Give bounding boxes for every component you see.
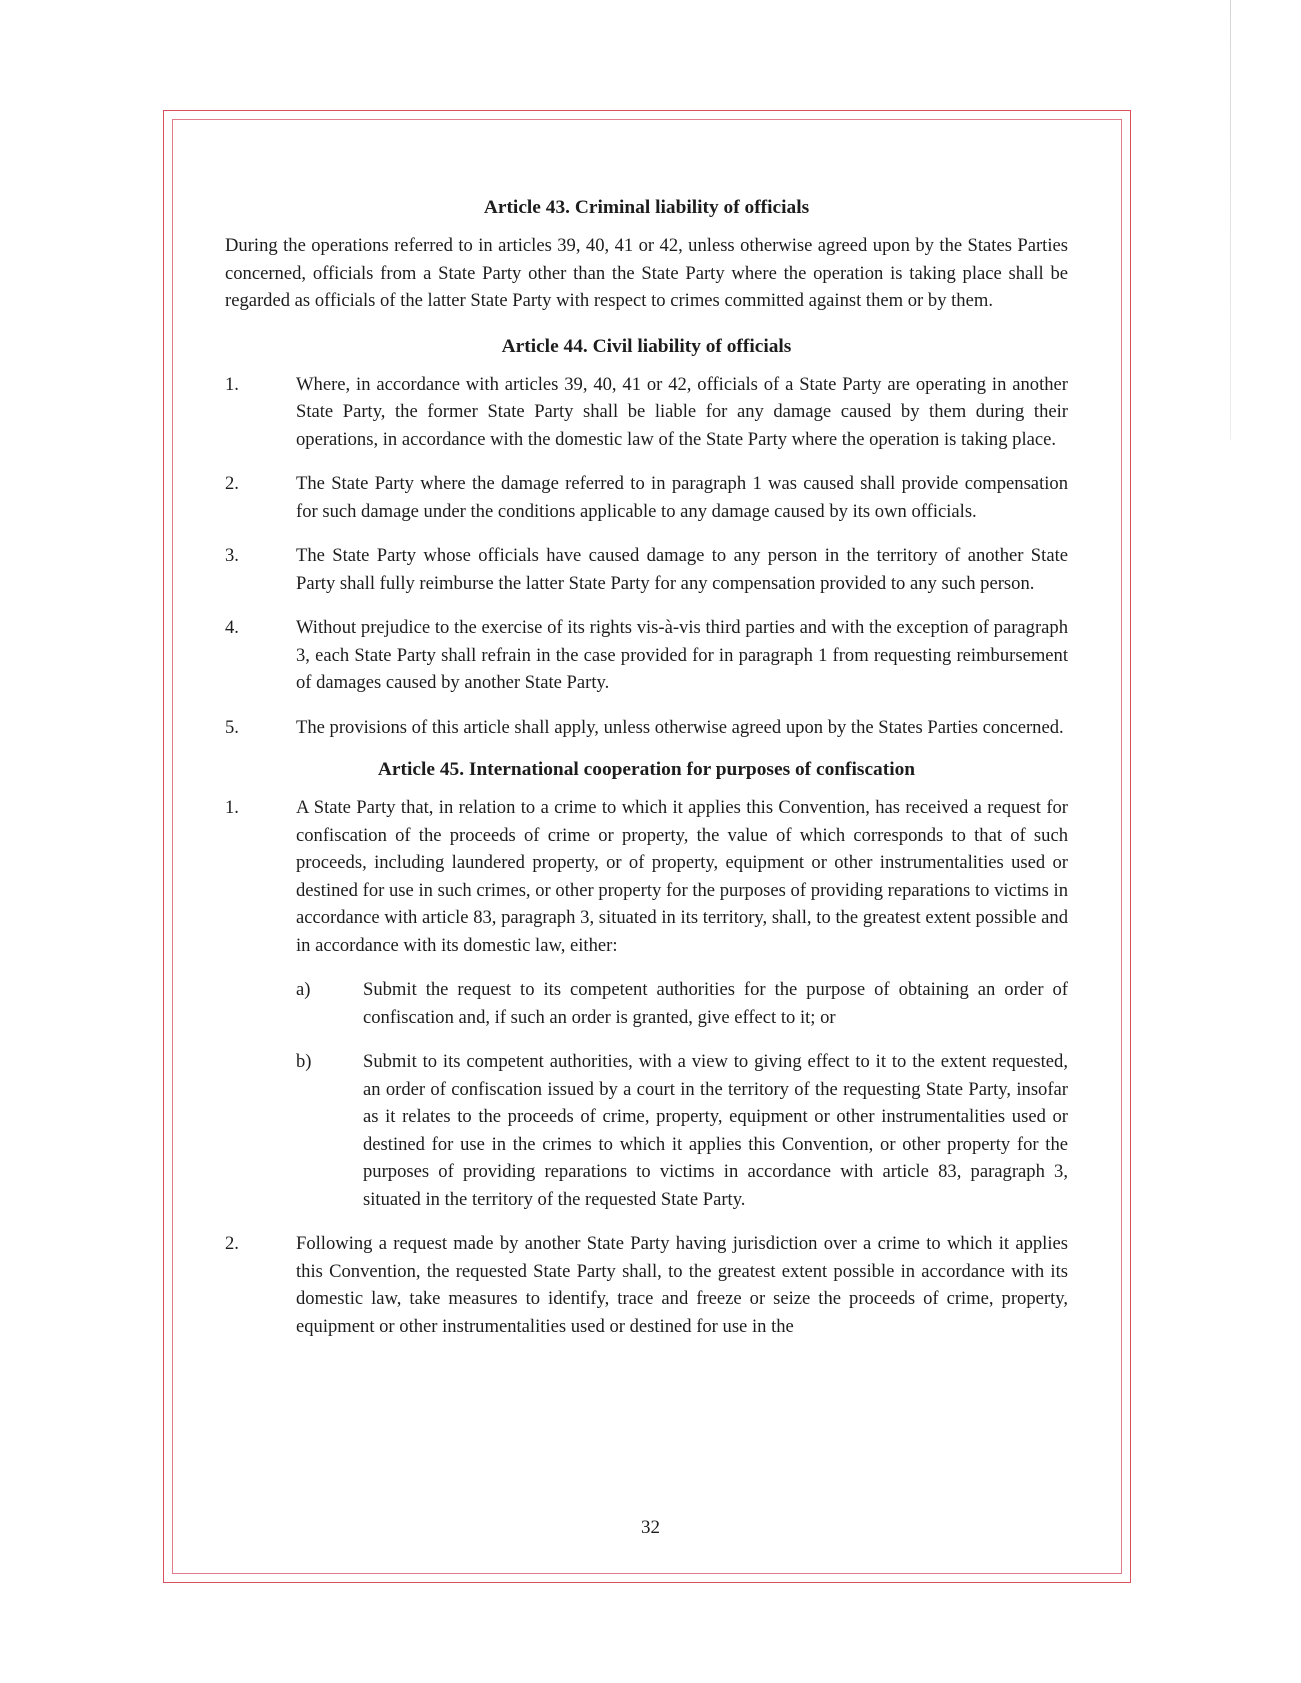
paragraph-number: 2. xyxy=(225,473,239,494)
article-44-paragraph-3 xyxy=(225,542,1068,597)
subparagraph-letter: b) xyxy=(296,1051,312,1072)
article-45-heading: Article 45. International cooperation for purposes of confiscation xyxy=(377,759,916,780)
paragraph-number: 3. xyxy=(225,545,239,566)
paragraph-number: 1. xyxy=(225,797,239,818)
paragraph-text: The State Party where the damage referred to in paragraph 1 was caused shall provide compensation for such damage under the conditions applicable to any damage caused by its own officials. xyxy=(296,473,1068,522)
article-44-paragraph-5 xyxy=(225,714,1068,742)
paragraph-text: The State Party whose officials have caused damage to any person in the territory of another State Party shall fully reimburse the latter State Party for any compensation provided to any such person. xyxy=(296,545,1068,594)
article-45 xyxy=(225,758,1068,1340)
article-45-paragraph-2 xyxy=(225,1230,1068,1340)
article-43 xyxy=(225,196,1068,315)
paragraph-text: Without prejudice to the exercise of its rights vis-à-vis third parties and with the exception of paragraph 3, each State Party shall refrain in the case provided for in paragraph 1 from requesting reimbursement of damages caused by another State Party. xyxy=(296,617,1068,693)
paragraph-text: Following a request made by another State Party having jurisdiction over a crime to which it applies this Convention, the requested State Party shall, to the greatest extent possible in accordance with its domestic law, take measures to identify, trace and freeze or seize the proceeds of crime, property, equipment or other instrumentalities used or destined for use in the xyxy=(296,1233,1068,1337)
paragraph-number: 5. xyxy=(225,716,239,738)
paragraph-number: 2. xyxy=(225,1233,239,1254)
article-44 xyxy=(225,335,1068,742)
paragraph-text: Where, in accordance with articles 39, 40, 41 or 42, officials of a State Party are operating in another State Party, the former State Party shall be liable for any damage caused by them during their operations, in accordance with the domestic law of the State Party where the operation is taking place. xyxy=(296,373,1068,450)
article-45-paragraph-1 xyxy=(225,794,1068,959)
subparagraph-letter: a) xyxy=(296,979,311,1000)
document-body xyxy=(225,196,1068,1357)
subparagraph-text: Submit the request to its competent authorities for the purpose of obtaining an order of confiscation and, if such an order is granted, give effect to it; or xyxy=(363,979,1068,1028)
paragraph-number: 1. xyxy=(225,373,239,395)
article-44-paragraph-2 xyxy=(225,470,1068,525)
paragraph-number: 4. xyxy=(225,617,239,638)
paragraph-text: A State Party that, in relation to a crime to which it applies this Convention, has received a request for confiscation of the proceeds of crime or property, the value of which corresponds to that of such proceeds, including laundered property, or of property, equipment or other instrumentalities used or destined for use in such crimes, or other property for the purposes of providing reparations to victims in accordance with article 83, paragraph 3, situated in its territory, shall, to the greatest extent possible and in accordance with its domestic law, either: xyxy=(296,797,1068,956)
article-45-subparagraph-a xyxy=(296,976,1068,1031)
article-43-text: During the operations referred to in articles 39, 40, 41 or 42, unless otherwise agreed upon by the States Parties concerned, officials from a State Party other than the State Party where the operation is taking place shall be regarded as officials of the latter State Party with respect to crimes committed against them or by them. xyxy=(225,235,1068,311)
page-number: 32 xyxy=(641,1517,660,1538)
scan-edge-line xyxy=(1230,0,1231,440)
article-43-heading: Article 43. Criminal liability of officials xyxy=(483,197,810,218)
paragraph-text: The provisions of this article shall apply, unless otherwise agreed upon by the States Parties concerned. xyxy=(296,716,1064,738)
article-44-heading: Article 44. Civil liability of officials xyxy=(501,335,792,357)
article-44-paragraph-4 xyxy=(225,614,1068,697)
article-44-paragraph-1 xyxy=(225,371,1068,454)
subparagraph-text: Submit to its competent authorities, with a view to giving effect to it to the extent requested, an order of confiscation issued by a court in the territory of the requesting State Party, insofar as it relates to the proceeds of crime, property, equipment or other instrumentalities used or destined for use in the crimes to which it applies this Convention, or other property for the purposes of providing reparations to victims in accordance with article 83, paragraph 3, situated in the territory of the requested State Party. xyxy=(363,1051,1068,1210)
article-45-subparagraph-b xyxy=(296,1048,1068,1213)
